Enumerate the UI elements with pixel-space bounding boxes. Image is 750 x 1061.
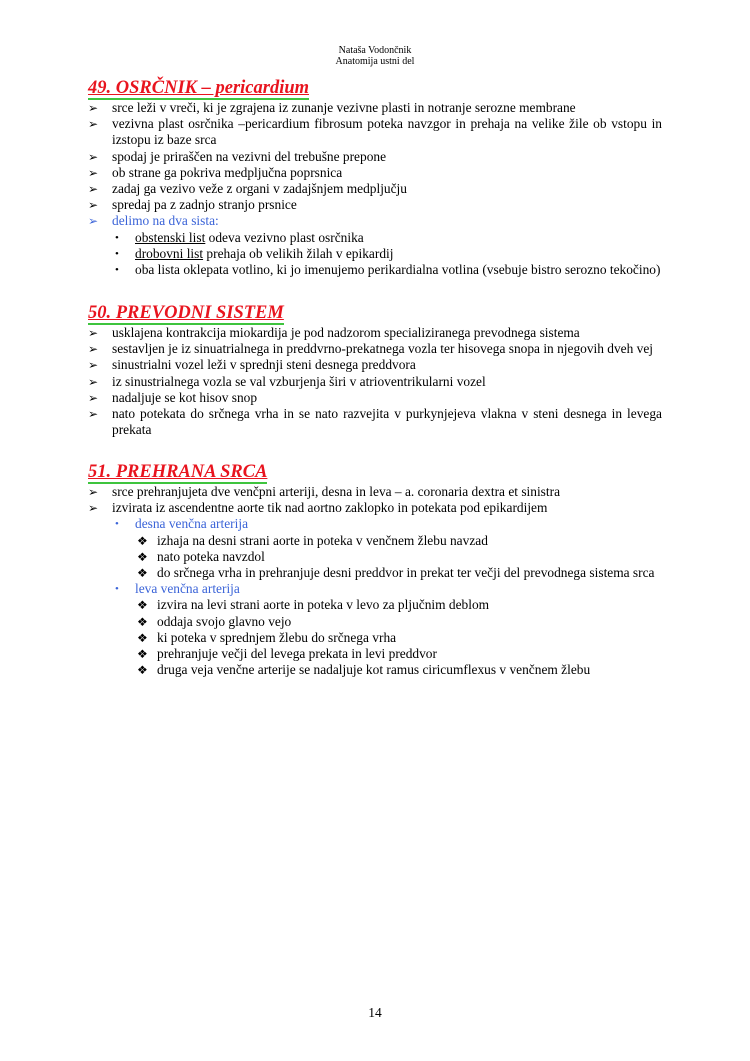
section-pericardium bbox=[88, 78, 662, 278]
list-item-text: nato potekata do srčnega vrha in se nato razvejita v purkynjejeva vlakna v steni desnega in levega prekata bbox=[112, 406, 662, 438]
list-item bbox=[88, 246, 662, 262]
list-item-text: srce prehranjujeta dve venčpni arteriji, desna in leva – a. coronaria dextra et sinistra bbox=[112, 484, 561, 499]
bullet-list bbox=[88, 100, 662, 278]
list-item bbox=[88, 230, 662, 246]
list-item-text: sinustrialni vozel leži v sprednji steni desnega preddvora bbox=[112, 357, 416, 373]
arrow-bullet-icon: ➢ bbox=[88, 149, 99, 164]
dot-bullet-icon: • bbox=[115, 583, 119, 596]
list-item-text: nadaljuje se kot hisov snop bbox=[112, 389, 258, 405]
diamond-bullet-icon: ❖ bbox=[137, 614, 148, 629]
list-item bbox=[88, 390, 662, 406]
list-item-text: izvirata iz ascendentne aorte tik nad aortno zaklopko in potekata pod epikardijem bbox=[112, 500, 548, 516]
list-item bbox=[88, 406, 662, 438]
arrow-bullet-icon: ➢ bbox=[88, 407, 99, 422]
section-heart-nutrition bbox=[88, 462, 662, 678]
list-item bbox=[88, 374, 662, 390]
list-item bbox=[88, 533, 662, 549]
list-item-text: zadaj ga vezivo veže z organi v zadajšnjem medpljučju bbox=[112, 181, 407, 197]
list-item-text: prehaja ob velikih žilah v epikardij bbox=[203, 245, 394, 261]
list-item-text: prehranjuje večji del levega prekata in levi preddvor bbox=[157, 646, 437, 662]
dot-bullet-icon: • bbox=[115, 264, 119, 277]
list-item-text: srce leži v vreči, ki je zgrajena iz zunanje vezivne plasti in notranje serozne membrane bbox=[112, 100, 576, 115]
arrow-bullet-icon: ➢ bbox=[88, 214, 99, 229]
diamond-bullet-icon: ❖ bbox=[137, 533, 148, 548]
list-item bbox=[88, 581, 662, 597]
list-item-text: usklajena kontrakcija miokardija je pod nadzorom specializiranega prevodnega sistema bbox=[112, 325, 580, 340]
diamond-bullet-icon: ❖ bbox=[137, 598, 148, 613]
arrow-bullet-icon: ➢ bbox=[88, 358, 99, 373]
header-author: Nataša Vodončnik bbox=[338, 45, 412, 56]
list-item bbox=[88, 516, 662, 532]
list-item bbox=[88, 614, 662, 630]
list-item bbox=[88, 100, 662, 116]
arrow-bullet-icon: ➢ bbox=[88, 165, 99, 180]
list-item bbox=[88, 165, 662, 181]
header-subtitle: Anatomija ustni del bbox=[335, 56, 415, 67]
list-item bbox=[88, 341, 662, 357]
diamond-bullet-icon: ❖ bbox=[137, 549, 148, 564]
list-item bbox=[88, 181, 662, 197]
list-item bbox=[88, 325, 662, 341]
bullet-list bbox=[88, 484, 662, 678]
list-item bbox=[88, 357, 662, 373]
list-item bbox=[88, 662, 662, 678]
list-item-text: iz sinustrialnega vozla se val vzburjenja širi v atrioventrikularni vozel bbox=[112, 373, 486, 389]
arrow-bullet-icon: ➢ bbox=[88, 198, 99, 213]
list-item bbox=[88, 565, 662, 581]
list-item bbox=[88, 149, 662, 165]
section-heading: 50. PREVODNI SISTEM bbox=[88, 303, 284, 323]
list-item-text: ob strane ga pokriva medpljučna poprsnica bbox=[112, 164, 343, 180]
list-item-text: spodaj je priraščen na vezivni del trebušne prepone bbox=[112, 148, 387, 164]
arrow-bullet-icon: ➢ bbox=[88, 117, 99, 132]
diamond-bullet-icon: ❖ bbox=[137, 566, 148, 581]
diamond-bullet-icon: ❖ bbox=[137, 647, 148, 662]
list-item-text: druga veja venčne arterije se nadaljuje kot ramus ciricumflexus v venčnem žlebu bbox=[157, 662, 591, 678]
arrow-bullet-icon: ➢ bbox=[88, 182, 99, 197]
page-number: 14 bbox=[368, 1005, 382, 1020]
arrow-bullet-icon: ➢ bbox=[88, 390, 99, 405]
arrow-bullet-icon: ➢ bbox=[88, 326, 99, 340]
arrow-bullet-icon: ➢ bbox=[88, 101, 99, 115]
list-item-text: desna venčna arterija bbox=[135, 516, 249, 532]
arrow-bullet-icon: ➢ bbox=[88, 485, 99, 499]
dot-bullet-icon: • bbox=[115, 247, 119, 260]
list-item bbox=[88, 549, 662, 565]
list-item-text: odeva vezivno plast osrčnika bbox=[205, 229, 364, 245]
list-item-text: spredaj pa z zadnjo stranjo prsnice bbox=[112, 197, 297, 213]
list-item bbox=[88, 500, 662, 516]
bullet-list bbox=[88, 325, 662, 438]
list-item-text: izvira na levi strani aorte in poteka v levo za pljučnim deblom bbox=[157, 597, 490, 613]
list-item bbox=[88, 116, 662, 148]
section-conduction-system bbox=[88, 303, 662, 438]
underlined-term: drobovni list bbox=[135, 245, 204, 261]
section-heading: 49. OSRČNIK – pericardium bbox=[88, 78, 310, 98]
list-item bbox=[88, 197, 662, 213]
list-item bbox=[88, 646, 662, 662]
dot-bullet-icon: • bbox=[115, 518, 119, 531]
arrow-bullet-icon: ➢ bbox=[88, 374, 99, 389]
list-item-text: leva venčna arterija bbox=[135, 581, 240, 597]
list-item-text: izhaja na desni strani aorte in poteka v venčnem žlebu navzad bbox=[157, 532, 488, 548]
list-item-text: oba lista oklepata votlino, ki jo imenujemo perikardialna votlina (vsebuje bistro serozno tekočino) bbox=[135, 262, 661, 278]
list-item bbox=[88, 484, 662, 500]
list-item-text: delimo na dva sista: bbox=[112, 213, 219, 229]
underlined-term: obstenski list bbox=[135, 229, 206, 245]
list-item bbox=[88, 213, 662, 229]
diamond-bullet-icon: ❖ bbox=[137, 663, 148, 678]
dot-bullet-icon: • bbox=[115, 231, 119, 244]
list-item bbox=[88, 630, 662, 646]
list-item-text: nato poteka navzdol bbox=[157, 548, 265, 564]
list-item-text: sestavljen je iz sinuatrialnega in preddvrno-prekatnega vozla ter hisovega snopa in njegovih dveh vej bbox=[112, 341, 654, 357]
list-item-text: do srčnega vrha in prehranjuje desni preddvor in prekat ter večji del prevodnega sistema srca bbox=[157, 565, 655, 581]
list-item bbox=[88, 262, 662, 278]
list-item bbox=[88, 597, 662, 613]
arrow-bullet-icon: ➢ bbox=[88, 342, 99, 357]
list-item-text: vezivna plast osrčnika –pericardium fibrosum poteka navzgor in prehaja na velike žile ob vstopu in izstopu iz baze srca bbox=[112, 116, 662, 148]
list-item-text: oddaja svojo glavno vejo bbox=[157, 613, 292, 629]
arrow-bullet-icon: ➢ bbox=[88, 501, 99, 516]
diamond-bullet-icon: ❖ bbox=[137, 630, 148, 645]
list-item-text: ki poteka v sprednjem žlebu do srčnega vrha bbox=[157, 629, 397, 645]
section-heading: 51. PREHRANA SRCA bbox=[88, 462, 268, 482]
